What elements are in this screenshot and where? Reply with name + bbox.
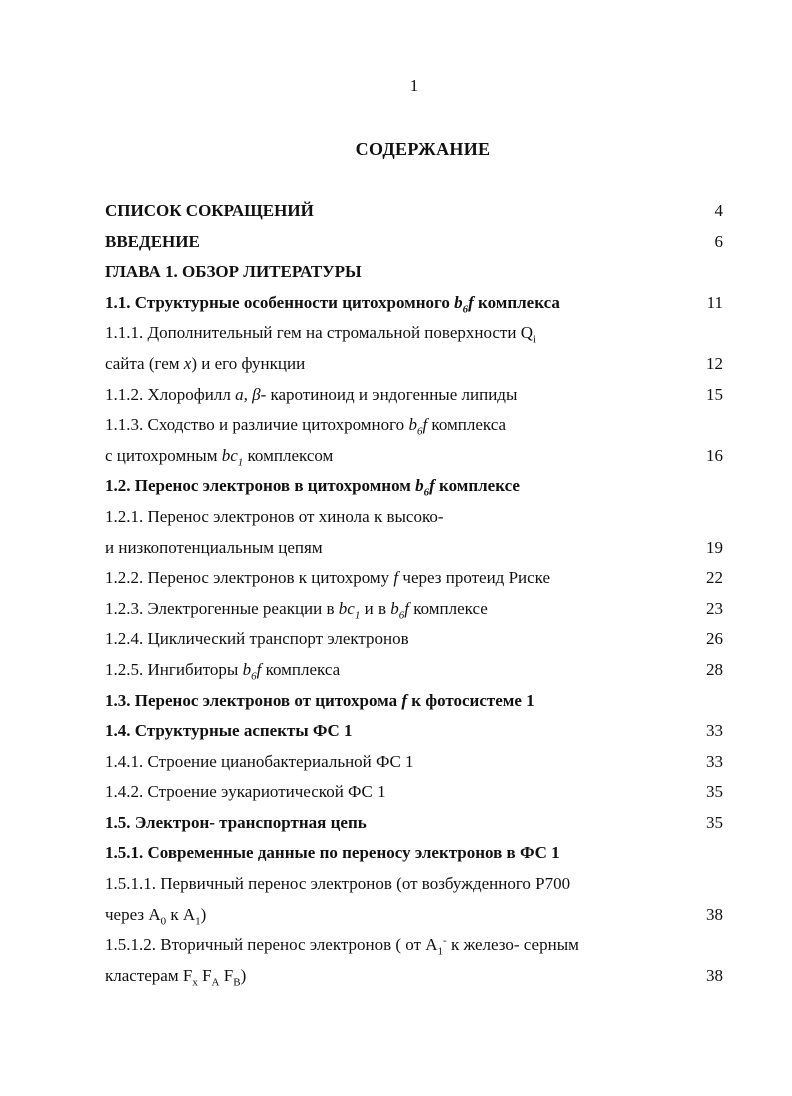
toc-entry-title: ВВЕДЕНИЕ xyxy=(105,231,200,251)
toc-entry-title: сайта (гем x) и его функции xyxy=(105,353,306,373)
toc-entry-title: 1.1.2. Хлорофилл a, β- каротиноид и эндогенные липиды xyxy=(105,384,518,404)
toc-entry-title: СПИСОК СОКРАЩЕНИЙ xyxy=(105,201,314,220)
table-of-contents xyxy=(105,196,725,991)
toc-entry-title: 1.5.1. Современные данные по переносу электронов в ФС 1 xyxy=(105,843,560,863)
toc-entry-1-1 xyxy=(105,288,725,319)
toc-entry-1-2-4 xyxy=(105,624,725,655)
toc-entry-introduction xyxy=(105,227,725,258)
toc-entry-title: 1.2.5. Ингибиторы $b_6f$ комплекса xyxy=(105,659,341,683)
toc-entry-title: 1.1.3. Сходство и различие цитохромного $b_6f$ комплекса xyxy=(105,415,507,438)
toc-entry-title: кластерам $F_x$ $F_A$ $F_B$) xyxy=(105,965,247,989)
toc-entry-title: через $А_0$ к $А_1$) xyxy=(105,904,207,928)
toc-entry-1-3 xyxy=(105,686,725,717)
toc-entry-1-5-1 xyxy=(105,838,725,869)
toc-entry-1-1-2 xyxy=(105,380,725,411)
toc-entry-title: 1.3. Перенос электронов от цитохрома f к фотосистеме 1 xyxy=(105,690,535,710)
toc-entry-page: 22 xyxy=(706,568,723,588)
toc-entry-title: 1.5.1.2. Вторичный перенос электронов ( от $А_1^-$ к железо- серным xyxy=(105,934,579,958)
toc-entry-page: 15 xyxy=(706,384,723,404)
toc-entry-title: 1.5.1.1. Первичный перенос электронов (от возбужденного Р700 xyxy=(105,874,571,894)
toc-entry-1-2-2 xyxy=(105,563,725,594)
toc-entry-1-5-1-2 xyxy=(105,930,725,961)
toc-entry-title: 1.2.3. Электрогенные реакции в $bc_1$ и в $b_6f$ комплексе xyxy=(105,598,488,622)
toc-entry-page: 35 xyxy=(706,782,723,802)
toc-entry-title: и низкопотенциальным цепям xyxy=(105,537,323,557)
toc-entry-title: 1.4. Структурные аспекты ФС 1 xyxy=(105,721,353,741)
toc-entry-title: 1.2.4. Циклический транспорт электронов xyxy=(105,629,409,649)
toc-entry-1-5-1-1 xyxy=(105,869,725,900)
toc-entry-1-2-1 xyxy=(105,502,725,533)
toc-entry-page: 12 xyxy=(706,353,723,373)
toc-entry-1-2 xyxy=(105,471,725,502)
toc-entry-1-5 xyxy=(105,808,725,839)
toc-entry-1-4 xyxy=(105,716,725,747)
toc-entry-abbreviations xyxy=(105,196,725,227)
toc-entry-1-2-5 xyxy=(105,655,725,686)
toc-entry-title: 1.2.2. Перенос электронов к цитохрому f через протеид Риске xyxy=(105,568,551,588)
toc-entry-title: 1.5. Электрон- транспортная цепь xyxy=(105,812,367,832)
toc-entry-page: 35 xyxy=(706,812,723,832)
toc-entry-page: 23 xyxy=(706,598,723,618)
toc-entry-1-1-3 xyxy=(105,410,725,441)
toc-entry-1-1-3-cont xyxy=(105,441,725,472)
toc-entry-1-2-1-cont xyxy=(105,533,725,564)
toc-entry-page: 33 xyxy=(706,751,723,771)
toc-entry-title: 1.4.2. Строение эукариотической ФС 1 xyxy=(105,782,386,802)
toc-entry-title: 1.2.1. Перенос электронов от хинола к высоко- xyxy=(105,506,444,526)
toc-entry-1-5-1-2-cont xyxy=(105,961,725,992)
toc-entry-1-2-3 xyxy=(105,594,725,625)
toc-entry-title: с цитохромным $bc_1$ комплексом xyxy=(105,445,334,469)
toc-entry-page: 19 xyxy=(706,537,723,557)
toc-entry-1-5-1-1-cont xyxy=(105,900,725,931)
toc-entry-page: 6 xyxy=(714,231,723,251)
toc-entry-page: 4 xyxy=(714,201,723,220)
toc-entry-title: 1.1.1. Дополнительный гем на стромальной поверхности $Q_i$ xyxy=(105,323,537,346)
toc-entry-1-4-2 xyxy=(105,777,725,808)
page-title: СОДЕРЖАНИЕ xyxy=(355,139,491,159)
toc-entry-page: 38 xyxy=(706,904,723,924)
toc-entry-page: 28 xyxy=(706,659,723,679)
toc-entry-title: 1.4.1. Строение цианобактериальной ФС 1 xyxy=(105,751,414,771)
toc-entry-1-1-1-cont xyxy=(105,349,725,380)
toc-entry-1-1-1 xyxy=(105,318,725,349)
toc-entry-title: 1.1. Структурные особенности цитохромного $b_6f$ комплекса xyxy=(105,292,560,316)
toc-entry-page: 16 xyxy=(706,445,723,465)
toc-entry-page: 26 xyxy=(706,629,723,649)
toc-entry-1-4-1 xyxy=(105,747,725,778)
toc-entry-chapter-1 xyxy=(105,257,725,288)
page-number: 1 xyxy=(409,76,419,95)
toc-entry-page: 33 xyxy=(706,721,723,741)
toc-entry-title: 1.2. Перенос электронов в цитохромном $b_6f$ комплексе xyxy=(105,476,520,499)
toc-entry-title: ГЛАВА 1. ОБЗОР ЛИТЕРАТУРЫ xyxy=(105,262,362,282)
toc-entry-page: 38 xyxy=(706,965,723,985)
toc-entry-page: 11 xyxy=(706,292,723,312)
